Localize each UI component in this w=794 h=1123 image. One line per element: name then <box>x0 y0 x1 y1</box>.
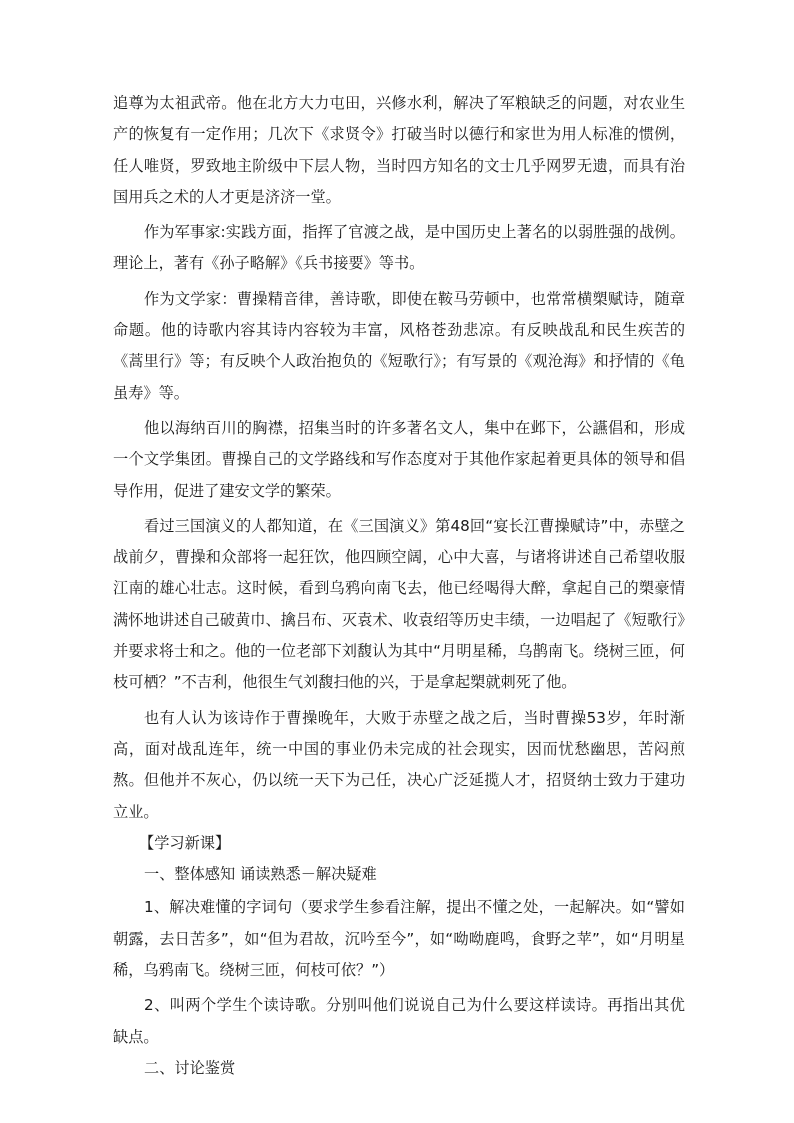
paragraph-late-years: 也有人认为该诗作于曹操晚年，大败于赤壁之战之后，当时曹操53岁，年时渐高，面对战乱连年，统一中国的事业仍未完成的社会现实，因而忧愁幽思，苦闷煎熬。但他并不灰心，仍以统一天下为己任，决心广泛延揽人才，招贤纳士致力于建功立业。 <box>113 708 685 821</box>
paragraph-military: 作为军事家:实践方面，指挥了官渡之战，是中国历史上著名的以弱胜强的战例。理论上，著有《孙子略解》《兵书接要》等书。 <box>113 223 685 273</box>
paragraph-literary-group: 他以海纳百川的胸襟，招集当时的许多著名文人，集中在邺下，公讌倡和，形成一个文学集团。曹操自己的文学路线和写作态度对于其他作家起着更具体的领导和倡导作用，促进了建安文学的繁荣。 <box>113 418 685 500</box>
list-item-reading-aloud: 2、叫两个学生个读诗歌。分别叫他们说说自己为什么要这样读诗。再指出其优缺点。 <box>113 996 685 1046</box>
paragraph-literary: 作为文学家：曹操精音律，善诗歌，即使在鞍马劳顿中，也常常横槊赋诗，随章命题。他的诗歌内容其诗内容较为丰富，风格苍劲悲凉。有反映战乱和民生疾苦的《蒿里行》等；有反映个人政治抱负的《短歌行》；有写景的《观沧海》和抒情的《龟虽寿》等。 <box>113 289 685 402</box>
document-page <box>113 88 685 1084</box>
paragraph-cao-cao-achievements: 追尊为太祖武帝。他在北方大力屯田，兴修水利，解决了军粮缺乏的问题，对农业生产的恢复有一定作用；几次下《求贤令》打破当时以德行和家世为用人标准的惯例，任人唯贤，罗致地主阶级中下层人物，当时四方知名的文士几乎网罗无遗，而具有治国用兵之术的人才更是济济一堂。 <box>113 94 685 206</box>
paragraph-romance-story: 看过三国演义的人都知道，在《三国演义》第48回“宴长江曹操赋诗”中，赤壁之战前夕，曹操和众部将一起狂饮，他四顾空阔，心中大喜，与诸将讲述自己希望收服江南的雄心壮志。这时候，看到乌鸦向南飞去，他已经喝得大醉，拿起自己的槊豪情满怀地讲述自己破黄巾、擒吕布、灭袁术、收袁绍等历史丰绩，一边唱起了《短歌行》并要求将士和之。他的一位老部下刘馥认为其中“月明星稀，乌鹊南飞。绕树三匝，何枝可栖？”不吉利，他很生气刘馥扫他的兴，于是拿起槊就刺死了他。 <box>113 516 685 692</box>
section-title-discussion: 二、讨论鉴赏 <box>144 1058 236 1077</box>
section-heading-new-lesson: 【学习新课】 <box>139 833 231 852</box>
list-item-difficult-words: 1、解决难懂的字词句（要求学生参看注解，提出不懂之处，一起解决。如“譬如朝露，去日苦多”，如“但为君故，沉吟至今”，如“呦呦鹿鸣，食野之苹”，如“月明星稀，乌鸦南飞。绕树三匝，何枝可依？”） <box>113 898 685 980</box>
section-title-overall-perception: 一、整体感知 诵读熟悉－解决疑难 <box>144 865 377 884</box>
